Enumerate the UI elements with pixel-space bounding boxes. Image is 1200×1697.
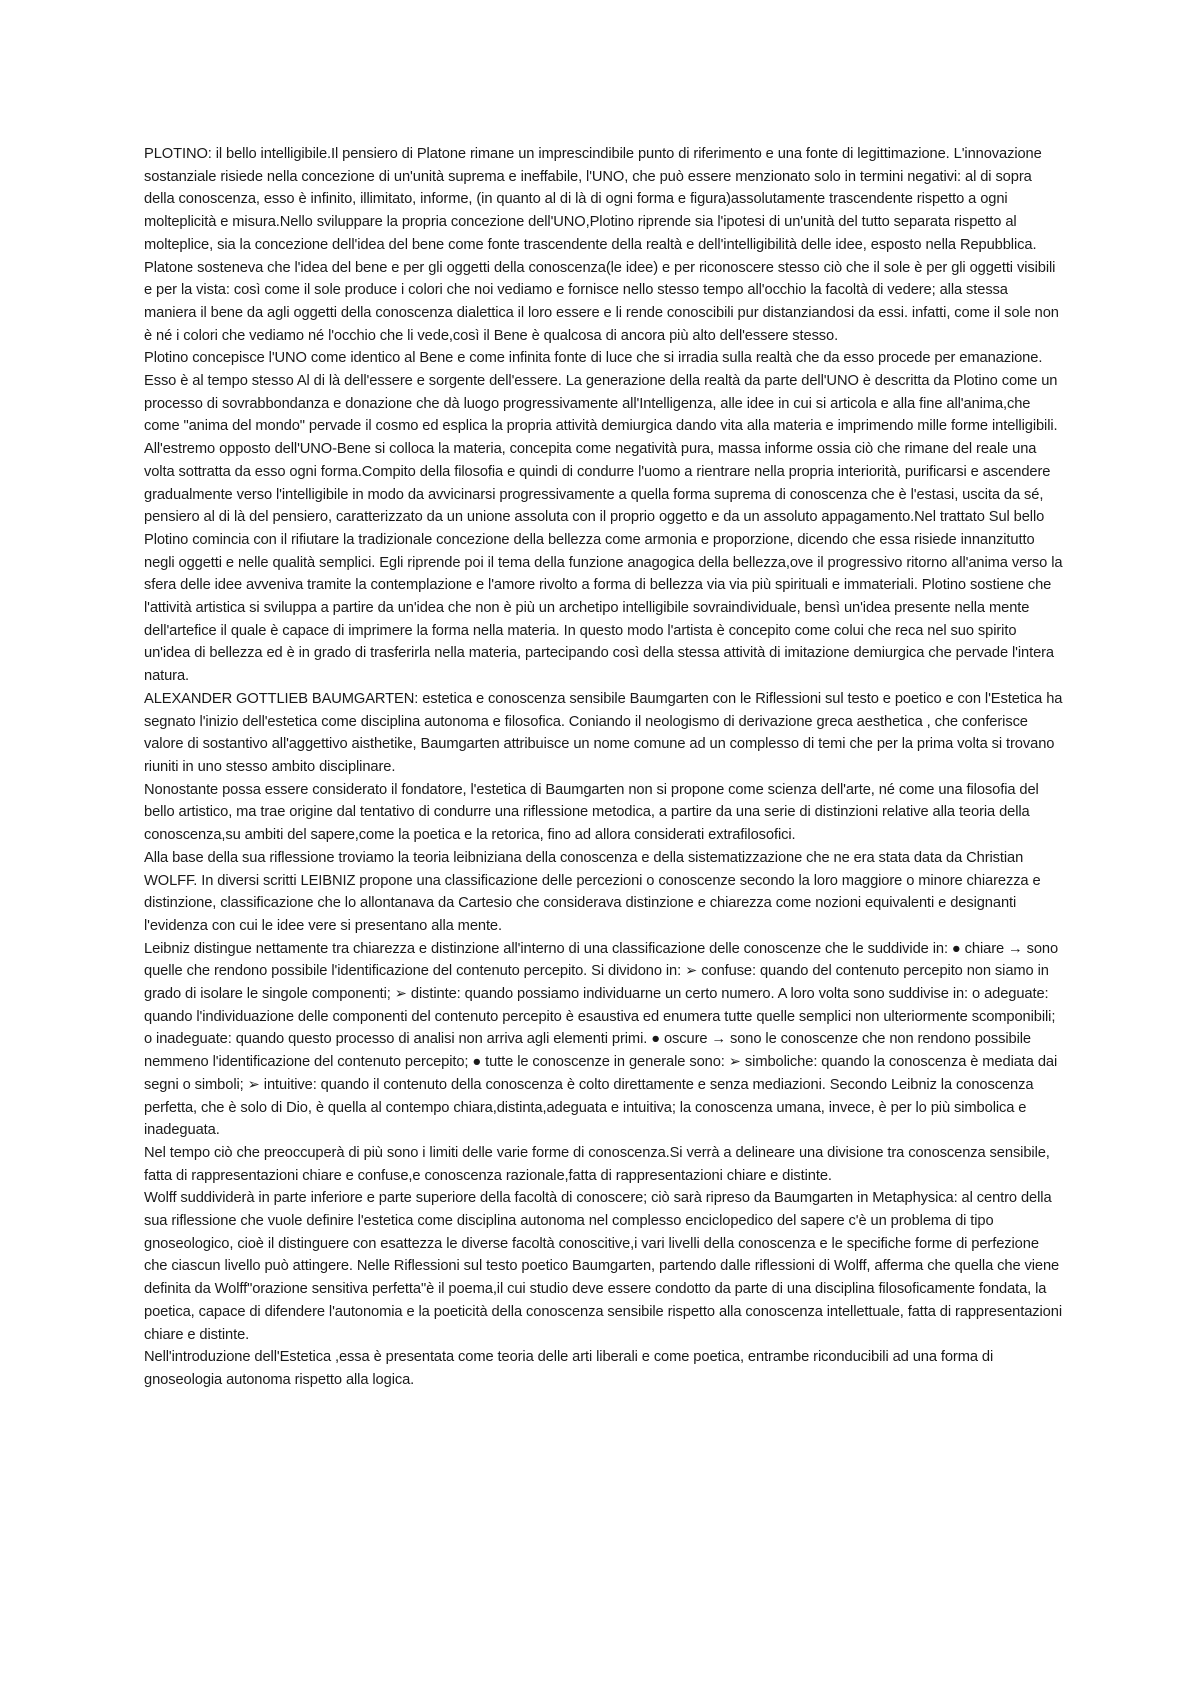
paragraph-baumgarten-fondatore: Nonostante possa essere considerato il fondatore, l'estetica di Baumgarten non si propone come scienza dell'arte, né come una filosofia del bello artistico, ma trae origine dal tentativo di condurre una riflessione metodica, a partire da una serie di distinzioni relative alla teoria della conoscenza,su ambiti del sapere,come la poetica e la retorica, fino ad allora considerati extrafilosofici. (144, 781, 1039, 844)
paragraph-plotino-intro: PLOTINO: il bello intelligibile.Il pensiero di Platone rimane un imprescindibile punto di riferimento e una fonte di legittimazione. L'innovazione sostanziale risiede nella concezione di un'unità suprema e ineffabile, l'UNO, che può essere menzionato solo in termini negativi: al di sopra della conoscenza, esso è infinito, illimitato, informe, (in quanto al di là di ogni forma e figura)assolutamente trascendente rispetto a ogni molteplicità e misura.Nello sviluppare la propria concezione dell'UNO,Plotino riprende sia l'ipotesi di un'unità del tutto separata rispetto al molteplice, sia la concezione dell'idea del bene come fonte trascendente della realtà e dell'intelligibilità delle idee, esposto nella Repubblica. Platone sosteneva che l'idea del bene e per gli oggetti della conoscenza(le idee) e per riconoscere stesso ciò che il sole è per gli oggetti visibili e per la vista: così come il sole produce i colori che noi vediamo e fornisce nello stesso tempo all'occhio la facoltà di vedere; alla stessa maniera il bene da agli oggetti della conoscenza dialettica il loro essere e li rende conoscibili pur distanziandosi da essi. infatti, come il sole non è né i colori che vediamo né l'occhio che li vede,così il Bene è qualcosa di ancora più alto dell'essere stesso. (144, 146, 1059, 344)
document-body (144, 143, 1064, 1392)
paragraph-baumgarten-intro: ALEXANDER GOTTLIEB BAUMGARTEN: estetica e conoscenza sensibile Baumgarten con le Riflessioni sul testo e poetico e con l'Estetica ha segnato l'inizio dell'estetica come disciplina autonoma e filosofica. Coniando il neologismo di derivazione greca aesthetica , che conferisce valore di sostantivo all'aggettivo aisthetike, Baumgarten attribuisce un nome comune ad un complesso di temi che per la prima volta si trovano riuniti in uno stesso ambito disciplinare. (144, 690, 1063, 775)
paragraph-wolff-metaphysica: Wolff suddividerà in parte inferiore e parte superiore della facoltà di conoscere; ciò sarà ripreso da Baumgarten in Metaphysica: al centro della sua riflessione che vuole definire l'estetica come disciplina autonoma nel complesso enciclopedico del sapere c'è un problema di tipo gnoseologico, cioè il distinguere con esattezza le diverse facoltà conoscitive,i vari livelli della conoscenza e le specifiche forme di perfezione che ciascun livello può attingere. Nelle Riflessioni sul testo poetico Baumgarten, partendo dalle riflessioni di Wolff, afferma che quella che viene definita da Wolff"orazione sensitiva perfetta"è il poema,il cui studio deve essere condotto da parte di una disciplina filosoficamente fondata, la poetica, capace di difendere l'autonomia e la poeticità della conoscenza sensibile rispetto alla conoscenza intellettuale, fatta di rappresentazioni chiare e distinte. (144, 1190, 1062, 1343)
paragraph-plotino-uno: Plotino concepisce l'UNO come identico al Bene e come infinita fonte di luce che si irradia sulla realtà che da esso procede per emanazione. Esso è al tempo stesso Al di là dell'essere e sorgente dell'essere. La generazione della realtà da parte dell'UNO è descritta da Plotino come un processo di sovrabbondanza e donazione che dà luogo progressivamente all'Intelligenza, alle idee in cui si articola e alla fine all'anima,che come "anima del mondo" pervade il cosmo ed esplica la propria attività demiurgica dando vita alla materia e imprimendo mille forme intelligibili. All'estremo opposto dell'UNO-Bene si colloca la materia, concepita come negatività pura, massa informe ossia ciò che rimane del reale una volta sottratta da esso ogni forma.Compito della filosofia e quindi di condurre l'uomo a rientrare nella propria interiorità, purificarsi e ascendere gradualmente verso l'intelligibile in modo da avvicinarsi progressivamente a quella forma suprema di conoscenza che è l'estasi, uscita da sé, pensiero al di là del pensiero, caratterizzato da un unione assoluta con il proprio oggetto e da un assoluto appagamento.Nel trattato Sul bello Plotino comincia con il rifiutare la tradizionale concezione della bellezza come armonia e proporzione, dicendo che essa risiede innanzitutto negli oggetti e nelle qualità semplici. Egli riprende poi il tema della funzione anagogica della bellezza,ove il progressivo ritorno all'anima verso la sfera delle idee avveniva tramite la contemplazione e l'amore rivolto a forma di bellezza via via più spirituali e immateriali. Plotino sostiene che l'attività artistica si sviluppa a partire da un'idea che non è più un archetipo intelligibile sovraindividuale, bensì un'idea presente nella mente dell'artefice il quale è capace di imprimere la forma nella materia. In questo modo l'artista è concepito come colui che reca nel suo spirito un'idea di bellezza ed è in grado di trasferirla nella materia, partecipando così della stessa attività di imitazione demiurgica che pervade l'intera natura. (144, 350, 1063, 685)
paragraph-leibniz-classificazione: Leibniz distingue nettamente tra chiarezza e distinzione all'interno di una classificazione delle conoscenze che le suddivide in: ● chiare → sono quelle che rendono possibile l'identificazione del contenuto percepito. Si dividono in: ➢ confuse: quando del contenuto percepito non siamo in grado di isolare le singole componenti; ➢ distinte: quando possiamo individuarne un certo numero. A loro volta sono suddivise in: o adeguate: quando l'individuazione delle componenti del contenuto percepito è esaustiva ed enumera tutte quelle semplici non ulteriormente scomponibili; o inadeguate: quando questo processo di analisi non arriva agli elementi primi. ● oscure → sono le conoscenze che non rendono possibile nemmeno l'identificazione del contenuto percepito; ● tutte le conoscenze in generale sono: ➢ simboliche: quando la conoscenza è mediata dai segni o simboli; ➢ intuitive: quando il contenuto della conoscenza è colto direttamente e senza mediazioni. Secondo Leibniz la conoscenza perfetta, che è solo di Dio, è quella al contempo chiara,distinta,adeguata e intuitiva; la conoscenza umana, invece, è per lo più simbolica e inadeguata. (144, 940, 1059, 1139)
paragraph-leibniz-wolff: Alla base della sua riflessione troviamo la teoria leibniziana della conoscenza e della sistematizzazione che ne era stata data da Christian WOLFF. In diversi scritti LEIBNIZ propone una classificazione delle percezioni o conoscenze secondo la loro maggiore o minore chiarezza e distinzione, classificazione che lo allontanava da Cartesio che considerava distinzione e chiarezza come nozioni equivalenti e designanti l'evidenza con cui le idee vere si presentano alla mente. (144, 849, 1041, 934)
paragraph-introduzione-estetica: Nell'introduzione dell'Estetica ,essa è presentata come teoria delle arti liberali e come poetica, entrambe riconducibili ad una forma di gnoseologia autonoma rispetto alla logica. (144, 1349, 994, 1388)
paragraph-limiti-conoscenza: Nel tempo ciò che preoccuperà di più sono i limiti delle varie forme di conoscenza.Si verrà a delineare una divisione tra conoscenza sensibile, fatta di rappresentazioni chiare e confuse,e conoscenza razionale,fatta di rappresentazioni chiare e distinte. (144, 1144, 1050, 1184)
